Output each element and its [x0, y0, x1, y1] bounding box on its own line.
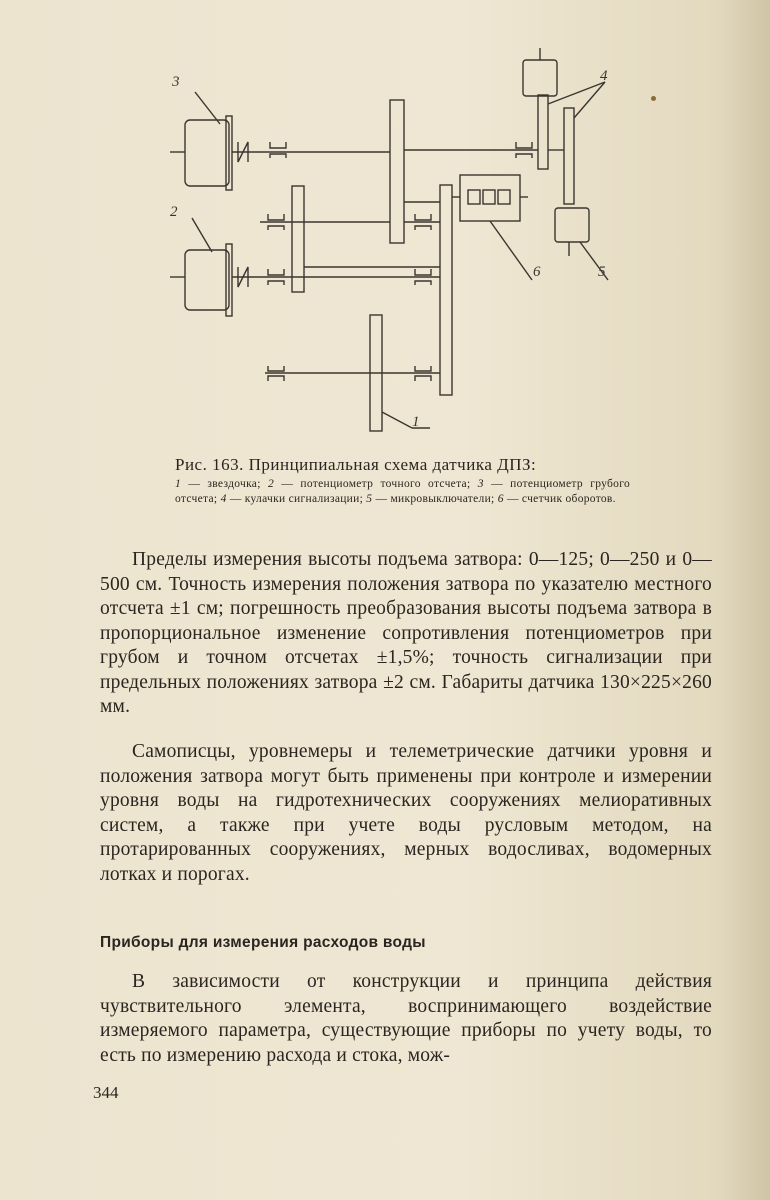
section-heading: Приборы для измерения расходов воды [100, 934, 426, 951]
potentiometer-fine [185, 250, 229, 310]
label-5: 5 [598, 264, 606, 280]
page-number: 344 [93, 1083, 119, 1102]
microswitch-top [523, 60, 557, 96]
paragraph-specs [100, 548, 712, 720]
legend-num: 4 [220, 493, 227, 505]
legend-text: — звездочка; [181, 478, 268, 490]
paragraph: Пределы измерения высоты подъема затвора: 0—125; 0—250 и 0—500 см. Точность измерения положения затвора по указателю местного отсчета ±1 см; погрешность преобразования высоты подъема затвора в пропорциональное изменение сопротивления потенциометров при грубом и точном отсчетах ±1,5%; точность сигнализации при предельных положениях затвора ±2 см. Габариты датчика 130×225×260 мм. [100, 549, 712, 717]
caption-legend [175, 477, 630, 507]
legend-num: 1 [175, 478, 182, 490]
paragraph-applications [100, 740, 712, 887]
legend-text: — кулачки сигнализации; [226, 493, 367, 505]
legend-num: 5 [366, 493, 373, 505]
potentiometer-rough [185, 120, 229, 186]
revolution-counter [460, 175, 520, 221]
legend-text: — счетчик оборотов. [503, 493, 616, 505]
ink-spot [651, 96, 656, 101]
legend-num: 2 [268, 478, 275, 490]
figure-caption [175, 455, 630, 507]
paragraph-devices [100, 970, 712, 1068]
paragraph: Самописцы, уровнемеры и телеметрические датчики уровня и положения затвора могут быть применены при контроле и измерении уровня воды на гидротехнических сооружениях мелиоративных систем, а также при учете воды русловым методом, на протарированных сооружениях, мерных водосливах, водомерных лотках и порогах. [100, 741, 712, 885]
legend-num: 3 [477, 478, 484, 490]
paragraph: В зависимости от конструкции и принципа действия чувствительного элемента, воспринимающего воздействие измеряемого параметра, существующие приборы по учету воды, то есть по измерению расхода и стока, мож- [100, 971, 712, 1066]
schematic-diagram [150, 40, 650, 450]
label-2: 2 [170, 204, 178, 220]
legend-num: 6 [497, 493, 504, 505]
label-6: 6 [533, 264, 541, 280]
legend-text: — микровыключатели; [372, 493, 498, 505]
label-3: 3 [172, 74, 180, 90]
label-1: 1 [412, 414, 420, 430]
legend-text: — потенциометр грубого отсчета; [175, 478, 631, 505]
label-4: 4 [600, 68, 608, 84]
microswitch-bottom [555, 208, 589, 242]
caption-title: Рис. 163. Принципиальная схема датчика ДПЗ: [175, 455, 537, 474]
schematic-drawing [150, 40, 650, 450]
legend-text: — потенциометр точного отсчета; [274, 478, 478, 490]
